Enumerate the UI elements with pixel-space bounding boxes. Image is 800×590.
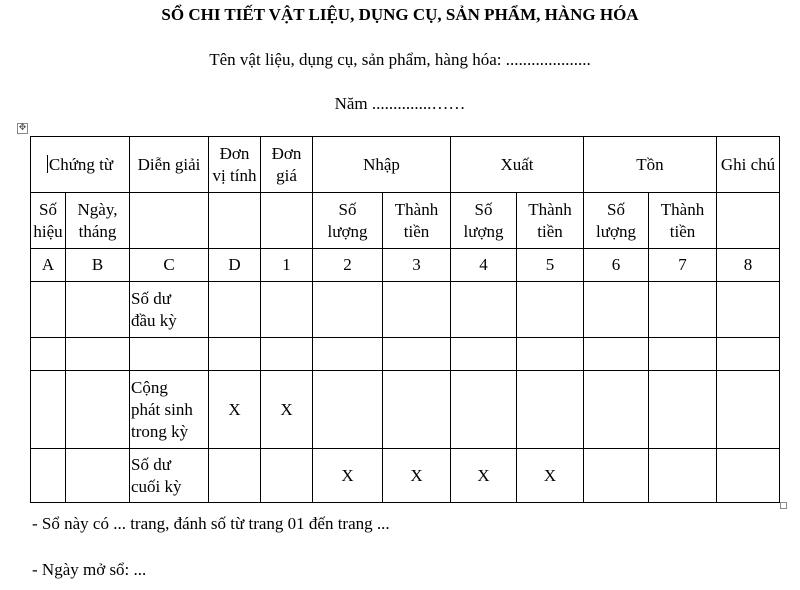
table-cell — [261, 449, 313, 503]
table-cell — [383, 371, 451, 449]
subheader-so-hieu: Số hiệu — [31, 193, 66, 249]
closing-balance-row — [31, 449, 780, 503]
table-cell — [209, 449, 261, 503]
column-code: 8 — [717, 249, 780, 282]
table-cell — [717, 449, 780, 503]
table-cell — [451, 282, 517, 338]
not-applicable-mark: X — [261, 371, 313, 449]
item-name-line: Tên vật liệu, dụng cụ, sản phẩm, hàng hóa: .................... — [209, 50, 591, 69]
table-cell — [130, 338, 209, 371]
column-code: 3 — [383, 249, 451, 282]
header-chung-tu: Chứng từ — [31, 137, 130, 193]
column-code: D — [209, 249, 261, 282]
column-code: 5 — [517, 249, 584, 282]
column-code: 2 — [313, 249, 383, 282]
column-code: B — [66, 249, 130, 282]
table-cell — [66, 282, 130, 338]
table-cell — [649, 338, 717, 371]
resize-square-icon[interactable] — [780, 502, 787, 509]
header-don-gia: Đơn giá — [261, 137, 313, 193]
not-applicable-mark: X — [209, 371, 261, 449]
subheader-nhap-so-luong: Số lượng — [313, 193, 383, 249]
subheader-ngay-thang: Ngày, tháng — [66, 193, 130, 249]
page-count-note: - Sổ này có ... trang, đánh số từ trang 01 đến trang ... — [32, 514, 390, 533]
table-cell — [66, 338, 130, 371]
table-cell — [31, 338, 66, 371]
not-applicable-mark: X — [451, 449, 517, 503]
header-nhap: Nhập — [313, 137, 451, 193]
year-line: Năm ..............…… — [334, 94, 466, 113]
column-code: 4 — [451, 249, 517, 282]
table-cell — [31, 371, 66, 449]
table-cell — [517, 338, 584, 371]
table-cell — [209, 282, 261, 338]
table-cell — [649, 282, 717, 338]
not-applicable-mark: X — [313, 449, 383, 503]
column-code-row — [31, 249, 780, 282]
table-cell — [313, 282, 383, 338]
table-cell — [130, 193, 209, 249]
table-cell — [66, 371, 130, 449]
table-cell — [209, 338, 261, 371]
column-code: A — [31, 249, 66, 282]
period-total-label: Cộng phát sinh trong kỳ — [130, 371, 209, 449]
header-dien-giai: Diễn giải — [130, 137, 209, 193]
column-code: 1 — [261, 249, 313, 282]
table-cell — [517, 282, 584, 338]
column-code: 6 — [584, 249, 649, 282]
subheader-ton-so-luong: Số lượng — [584, 193, 649, 249]
table-cell — [261, 193, 313, 249]
table-cell — [209, 193, 261, 249]
table-cell — [517, 371, 584, 449]
table-cell — [584, 338, 649, 371]
table-cell — [649, 371, 717, 449]
table-cell — [383, 282, 451, 338]
table-cell — [451, 371, 517, 449]
table-cell — [261, 338, 313, 371]
subheader-nhap-thanh-tien: Thành tiền — [383, 193, 451, 249]
move-arrows-icon[interactable]: ✥ — [18, 123, 27, 133]
text-cursor — [47, 155, 48, 173]
subheader-row — [31, 193, 780, 249]
subheader-xuat-thanh-tien: Thành tiền — [517, 193, 584, 249]
table-cell — [261, 282, 313, 338]
open-date-note: - Ngày mở sổ: ... — [32, 560, 147, 579]
ledger-title: SỔ CHI TIẾT VẬT LIỆU, DỤNG CỤ, SẢN PHẨM, HÀNG HÓA — [161, 5, 639, 24]
closing-balance-label: Số dư cuối kỳ — [130, 449, 209, 503]
header-row — [31, 137, 780, 193]
table-cell — [717, 338, 780, 371]
subheader-xuat-so-luong: Số lượng — [451, 193, 517, 249]
table-cell — [584, 282, 649, 338]
period-total-row — [31, 371, 780, 449]
table-cell — [313, 371, 383, 449]
table-cell — [717, 193, 780, 249]
table-cell — [451, 338, 517, 371]
table-cell — [584, 371, 649, 449]
table-cell — [313, 338, 383, 371]
column-code: 7 — [649, 249, 717, 282]
opening-balance-label: Số dư đầu kỳ — [130, 282, 209, 338]
table-cell — [717, 282, 780, 338]
table-cell — [66, 449, 130, 503]
column-code: C — [130, 249, 209, 282]
table-cell — [383, 338, 451, 371]
not-applicable-mark: X — [517, 449, 584, 503]
header-ton: Tồn — [584, 137, 717, 193]
subheader-ton-thanh-tien: Thành tiền — [649, 193, 717, 249]
header-don-vi-tinh: Đơn vị tính — [209, 137, 261, 193]
not-applicable-mark: X — [383, 449, 451, 503]
ledger-table — [30, 136, 780, 503]
header-xuat: Xuất — [451, 137, 584, 193]
table-cell — [717, 371, 780, 449]
table-cell — [31, 282, 66, 338]
table-cell — [649, 449, 717, 503]
table-cell — [31, 449, 66, 503]
table-cell — [584, 449, 649, 503]
opening-balance-row — [31, 282, 780, 338]
header-ghi-chu: Ghi chú — [717, 137, 780, 193]
blank-row — [31, 338, 780, 371]
